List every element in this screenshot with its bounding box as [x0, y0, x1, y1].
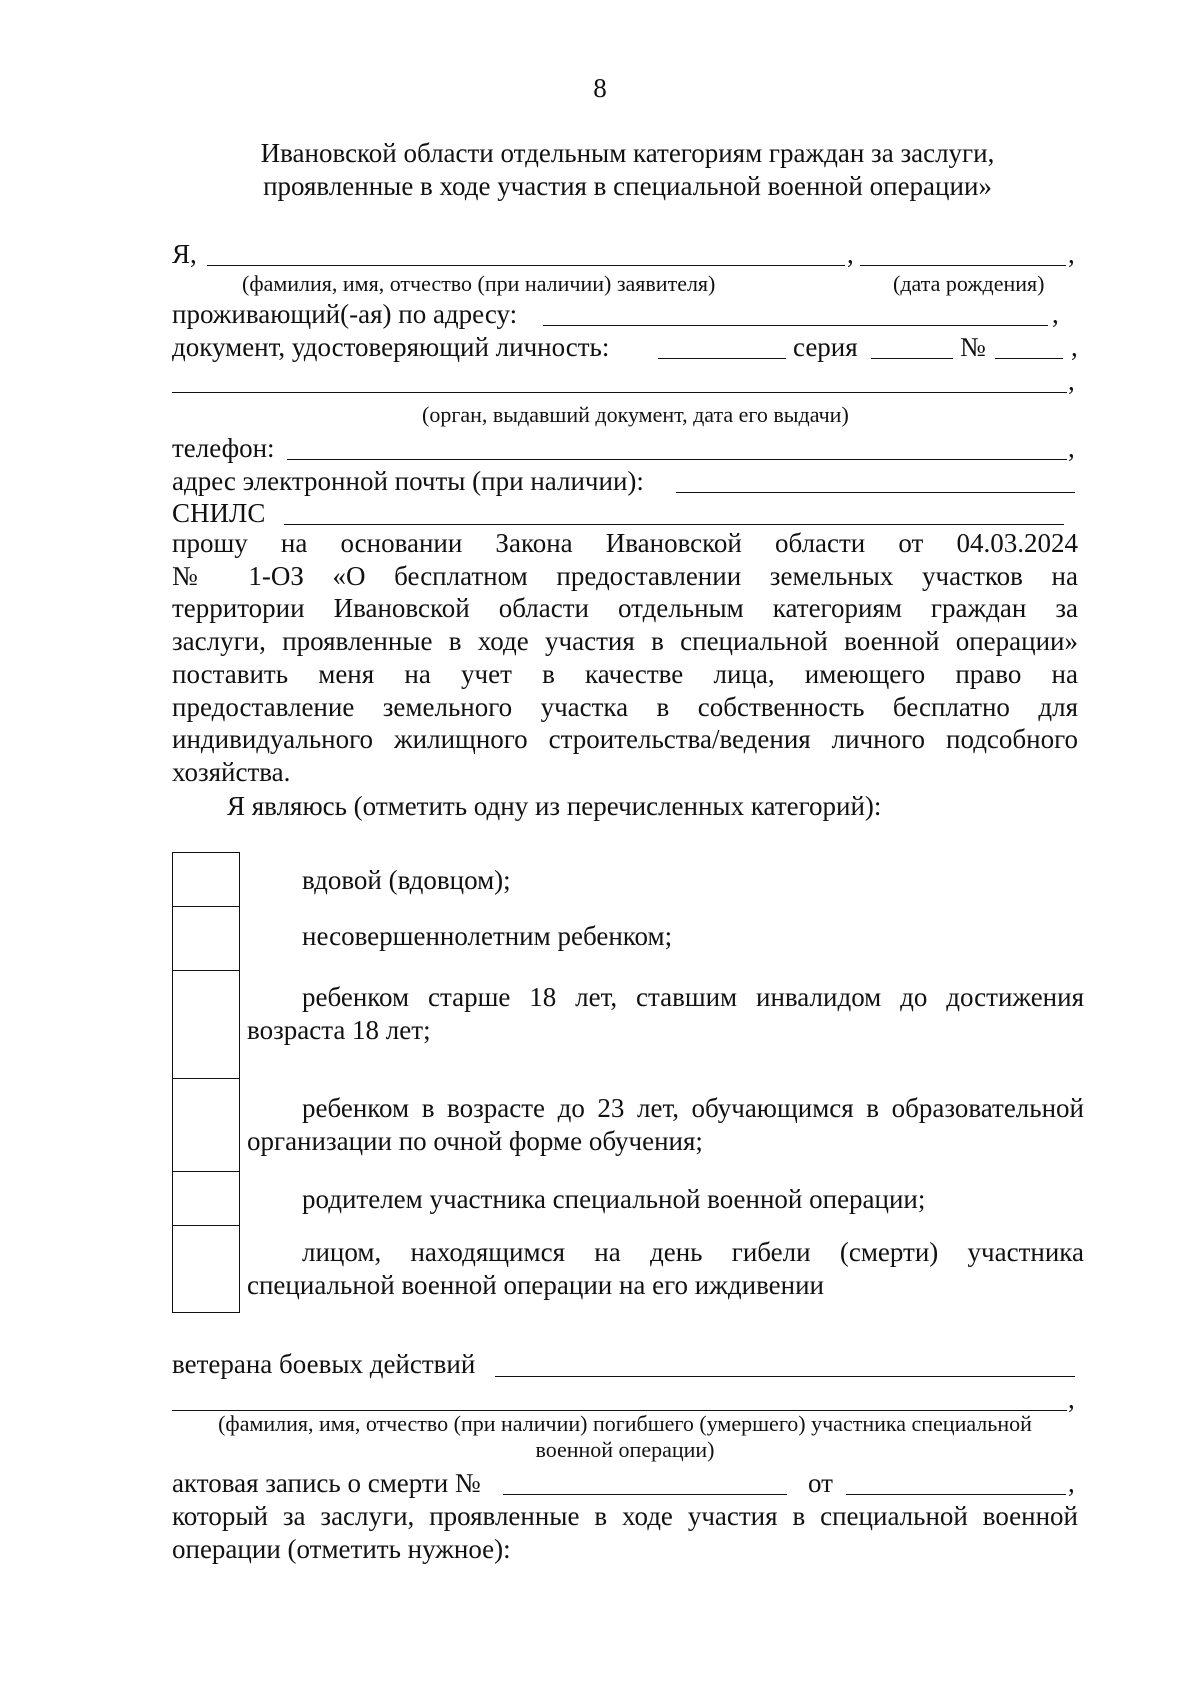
comma: , [1071, 332, 1078, 362]
category-student-child: ребенком в возрасте до 23 лет, обучающимся в образовательной организации по очной форме обучения; [247, 1093, 1084, 1156]
category-checkbox-widow[interactable] [172, 852, 240, 906]
applicant-label: Я, [172, 239, 197, 269]
category-widow: вдовой (вдовцом); [302, 865, 511, 895]
veteran-name-field[interactable] [495, 1376, 1075, 1377]
comma: , [1068, 239, 1075, 269]
veteran-caption-line-1: (фамилия, имя, отчество (при наличии) погибшего (умершего) участника специальной [218, 1411, 1032, 1436]
paragraph-line: № 1-ОЗ «О бесплатном предоставлении земельных участков на [172, 560, 1078, 591]
paragraph-line: прошу на основании Закона Ивановской области от 04.03.2024 [172, 528, 1078, 558]
death-record-from-label: от [808, 1468, 833, 1498]
number-label: № [960, 332, 986, 362]
email-field[interactable] [676, 492, 1075, 493]
birth-date-caption: (дата рождения) [893, 271, 1045, 296]
id-document-type-field[interactable] [658, 358, 786, 359]
death-record-label: актовая запись о смерти № [172, 1468, 481, 1498]
number-field[interactable] [995, 358, 1063, 359]
id-document-label: документ, удостоверяющий личность: [172, 332, 610, 362]
paragraph-line: заслуги, проявленные в ходе участия в специальной военной операции» [172, 626, 1078, 657]
paragraph-line: хозяйства. [172, 756, 291, 787]
heading-line-1: Ивановской области отдельным категориям граждан за заслуги, [260, 138, 995, 168]
paragraph-line: предоставление земельного участка в собственность бесплатно для [172, 691, 1078, 722]
issuer-field[interactable] [172, 392, 1067, 393]
veteran-label: ветерана боевых действий [172, 1349, 476, 1379]
category-disabled-child: ребенком старше 18 лет, ставшим инвалидом до достижения возраста 18 лет; [247, 982, 1084, 1045]
snils-label: СНИЛС [172, 498, 266, 528]
series-label: серия [793, 332, 858, 362]
death-record-date-field[interactable] [846, 1494, 1066, 1495]
phone-label: телефон: [172, 433, 275, 463]
phone-field[interactable] [287, 459, 1067, 460]
address-field[interactable] [543, 325, 1048, 326]
email-label: адрес электронной почты (при наличии): [172, 466, 644, 496]
page-number: 8 [593, 73, 607, 103]
birth-date-field[interactable] [860, 265, 1066, 266]
category-dependent: лицом, находящимся на день гибели (смерти) участника специальной военной операции на его иждивении [247, 1237, 1084, 1300]
heading-line-2: проявленные в ходе участия в специальной военной операции» [263, 171, 992, 201]
categories-intro: Я являюсь (отметить одну из перечисленных категорий): [227, 791, 882, 821]
final-paragraph [172, 1500, 1078, 1565]
category-checkbox-dependent[interactable] [172, 1225, 240, 1313]
category-minor-child: несовершеннолетним ребенком; [302, 921, 673, 951]
snils-field[interactable] [284, 524, 1064, 525]
comma: , [1068, 1384, 1075, 1414]
category-checkbox-disabled-child[interactable] [172, 970, 240, 1078]
comma: , [1052, 299, 1059, 329]
address-label: проживающий(-ая) по адресу: [172, 299, 518, 329]
series-field[interactable] [871, 358, 953, 359]
paragraph-line: который за заслуги, проявленные в ходе участия в специальной военной [172, 1501, 1078, 1531]
comma: , [847, 239, 854, 269]
category-checkbox-minor-child[interactable] [172, 906, 240, 970]
category-checkbox-student-child[interactable] [172, 1078, 240, 1171]
request-paragraph [172, 527, 1078, 789]
category-parent: родителем участника специальной военной операции; [302, 1184, 926, 1214]
comma: , [1068, 366, 1075, 396]
comma: , [1068, 433, 1075, 463]
paragraph-line: индивидуального жилищного строительства/ведения личного подсобного [172, 724, 1078, 755]
applicant-name-field[interactable] [207, 265, 845, 266]
paragraph-line: территории Ивановской области отдельным категориям граждан за [172, 593, 1078, 624]
applicant-name-caption: (фамилия, имя, отчество (при наличии) заявителя) [242, 271, 716, 296]
category-checkbox-parent[interactable] [172, 1171, 240, 1225]
death-record-number-field[interactable] [503, 1494, 787, 1495]
issuer-caption: (орган, выдавший документ, дата его выдачи) [422, 402, 849, 427]
veteran-caption-line-2: военной операции) [535, 1437, 715, 1462]
paragraph-line: операции (отметить нужное): [172, 1533, 511, 1564]
paragraph-line: поставить меня на учет в качестве лица, имеющего право на [172, 658, 1078, 689]
comma: , [1068, 1468, 1075, 1498]
